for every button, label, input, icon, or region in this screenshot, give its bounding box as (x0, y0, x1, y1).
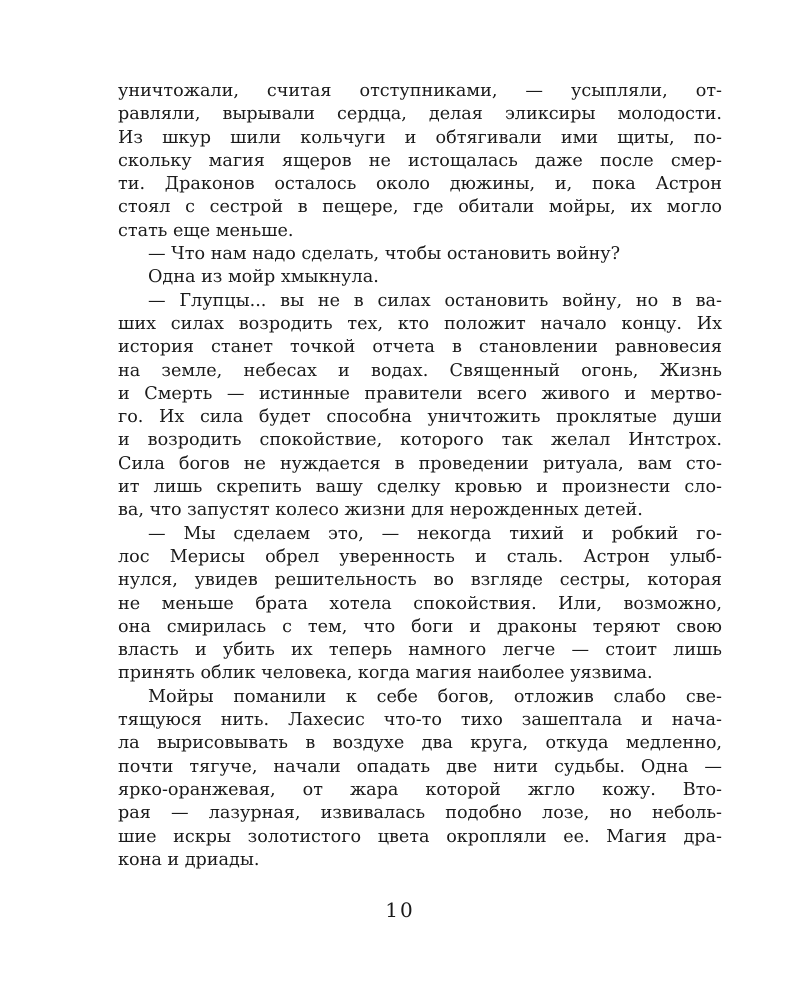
text-line: на земле, небесах и водах. Священный огонь, Жизнь (118, 360, 722, 381)
text-line: не меньше брата хотела спокойствия. Или, возможно, (118, 593, 722, 614)
text-line: власть и убить их теперь намного легче — стоит лишь (118, 640, 722, 661)
text-line: почти тягуче, начали опадать две нити судьбы. Одна — (118, 756, 722, 777)
text-line: уничтожали, считая отступниками, — усыпляли, от- (118, 81, 722, 101)
text-line: лос Мерисы обрел уверенность и сталь. Астрон улыб- (118, 546, 722, 567)
text-line: — Мы сделаем это, — некогда тихий и робкий го- (148, 523, 722, 544)
text-line: нулся, увидев решительность во взгляде сестры, которая (118, 570, 722, 591)
text-line: и возродить спокойствие, которого так желал Интстрох. (118, 430, 722, 451)
text-line: — Что нам надо сделать, чтобы остановить войну? (148, 244, 621, 265)
text-line: и Смерть — истинные правители всего живого и мертво- (118, 383, 722, 404)
text-line: — Глупцы... вы не в силах остановить войну, но в ва- (148, 290, 722, 311)
text-line: она смирилась с тем, что боги и драконы теряют свою (118, 616, 722, 637)
text-line: ит лишь скрепить вашу сделку кровью и произнести сло- (118, 477, 722, 498)
text-line: ших силах возродить тех, кто положит начало концу. Их (118, 313, 722, 334)
page-body-text (118, 80, 722, 872)
text-line: ва, что запустят колесо жизни для нерожденных детей. (118, 500, 643, 521)
text-line: история станет точкой отчета в становлении равновесия (118, 337, 722, 358)
text-line: Мойры поманили к себе богов, отложив слабо све- (148, 686, 722, 707)
text-line: принять облик человека, когда магия наиболее уязвима. (118, 663, 653, 684)
text-line: стать еще меньше. (118, 220, 294, 241)
text-line: ти. Драконов осталось около дюжины, и, пока Астрон (118, 174, 722, 195)
text-line: равляли, вырывали сердца, делая эликсиры молодости. (118, 104, 722, 125)
text-line: ла вырисовывать в воздухе два круга, откуда медленно, (118, 733, 722, 754)
text-line: шие искры золотистого цвета окропляли ее. Магия дра- (118, 826, 722, 847)
text-line: ярко-оранжевая, от жара которой жгло кожу. Вто- (118, 779, 722, 800)
page-number: 10 (385, 898, 415, 922)
text-line: Одна из мойр хмыкнула. (148, 267, 379, 288)
text-line: Из шкур шили кольчуги и обтягивали ими щиты, по- (118, 127, 722, 148)
text-line: стоял с сестрой в пещере, где обитали мойры, их могло (118, 197, 722, 218)
text-line: тящуюся нить. Лахесис что-то тихо зашептала и нача- (118, 710, 722, 731)
text-line: Сила богов не нуждается в проведении ритуала, вам сто- (118, 453, 722, 474)
text-line: рая — лазурная, извивалась подобно лозе, но неболь- (118, 803, 722, 824)
text-line: го. Их сила будет способна уничтожить проклятые души (118, 407, 722, 428)
text-line: кона и дриады. (118, 849, 260, 870)
text-line: скольку магия ящеров не истощалась даже после смер- (118, 150, 722, 171)
